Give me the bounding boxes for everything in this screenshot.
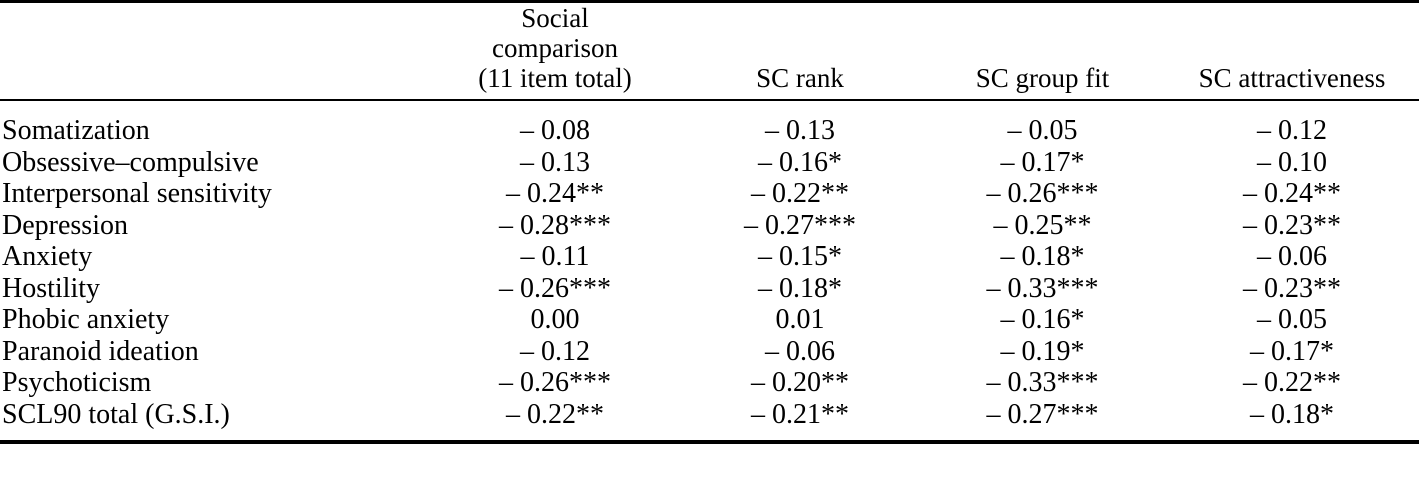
row-value: – 0.06 (765, 335, 835, 367)
spacer-row (0, 430, 1419, 440)
row-value: – 0.05 (1257, 304, 1328, 335)
header-row (0, 3, 1419, 99)
row-value: – 0.16* (1000, 304, 1085, 335)
header-line: SC rank (756, 63, 844, 93)
row-label: Interpersonal sensitivity (2, 178, 272, 209)
row-value: – 0.27*** (986, 398, 1099, 430)
row-label: Phobic anxiety (2, 304, 170, 335)
spacer-cell (0, 101, 1419, 115)
row-value: – 0.22** (1243, 367, 1342, 398)
header-line: (11 item total) (478, 63, 632, 93)
row-value: – 0.06 (1257, 241, 1328, 272)
row-value: – 0.12 (520, 335, 590, 367)
row-label: Psychoticism (2, 367, 152, 398)
row-value: – 0.21** (751, 398, 849, 430)
row-value: – 0.24** (1243, 178, 1342, 209)
row-value: – 0.19* (1000, 335, 1085, 367)
row-value: – 0.25** (993, 209, 1092, 241)
row-value: – 0.18* (1000, 241, 1085, 272)
table-bottom-rule (0, 440, 1419, 444)
row-value: – 0.18* (758, 272, 842, 304)
table-row (0, 367, 1419, 399)
table-row (0, 304, 1419, 336)
row-value: – 0.24** (506, 178, 604, 209)
row-label: Hostility (2, 272, 101, 304)
row-value: – 0.17* (1250, 335, 1335, 367)
row-value: – 0.16* (758, 146, 842, 178)
row-value: – 0.11 (520, 241, 590, 272)
correlation-table-body (0, 101, 1419, 440)
table-row (0, 115, 1419, 147)
row-value: – 0.28*** (499, 209, 611, 241)
row-value: 0.00 (530, 304, 580, 335)
row-value: – 0.13 (765, 115, 835, 146)
table-row (0, 210, 1419, 242)
row-value: – 0.05 (1007, 115, 1078, 146)
spacer-row (0, 101, 1419, 115)
row-label: Depression (2, 209, 128, 241)
row-label: SCL90 total (G.S.I.) (2, 398, 230, 430)
table-row (0, 273, 1419, 305)
header-line: SC attractiveness (1198, 63, 1386, 93)
row-value: 0.01 (775, 304, 825, 335)
table-row (0, 147, 1419, 179)
row-value: – 0.26*** (499, 367, 611, 398)
header-line: Social (521, 3, 589, 33)
row-label: Obsessive–compulsive (2, 146, 259, 178)
header-cell-social-comparison-total (430, 3, 680, 99)
row-value: – 0.26*** (986, 178, 1099, 209)
table-row (0, 178, 1419, 210)
header-cell-sc-group-fit (920, 3, 1165, 99)
header-cell-sc-attractiveness (1165, 3, 1419, 99)
table-row (0, 241, 1419, 273)
row-value: – 0.13 (520, 146, 590, 178)
row-value: – 0.18* (1250, 398, 1335, 430)
correlation-table (0, 3, 1419, 99)
table-row (0, 336, 1419, 368)
row-value: – 0.33*** (986, 367, 1099, 398)
row-value: – 0.22** (506, 398, 604, 430)
row-value: – 0.26*** (499, 272, 611, 304)
row-value: – 0.23** (1243, 272, 1342, 304)
row-label: Paranoid ideation (2, 335, 199, 367)
row-value: – 0.17* (1000, 146, 1085, 178)
row-value: – 0.20** (751, 367, 849, 398)
row-value: – 0.10 (1257, 146, 1328, 178)
row-value: – 0.08 (520, 115, 590, 146)
row-value: – 0.33*** (986, 272, 1099, 304)
table-row (0, 399, 1419, 431)
row-label: Anxiety (2, 241, 93, 272)
header-line: SC group fit (975, 63, 1110, 93)
header-cell-sc-rank (680, 3, 920, 99)
row-value: – 0.22** (751, 178, 849, 209)
table-header (0, 3, 1419, 99)
header-line: comparison (492, 33, 618, 63)
spacer-cell (0, 430, 1419, 440)
row-value: – 0.15* (758, 241, 842, 272)
row-value: – 0.12 (1257, 115, 1328, 146)
row-label: Somatization (2, 115, 150, 146)
row-value: – 0.23** (1243, 209, 1342, 241)
row-value: – 0.27*** (744, 209, 856, 241)
header-cell-measure (0, 3, 430, 99)
table-body (0, 101, 1419, 440)
